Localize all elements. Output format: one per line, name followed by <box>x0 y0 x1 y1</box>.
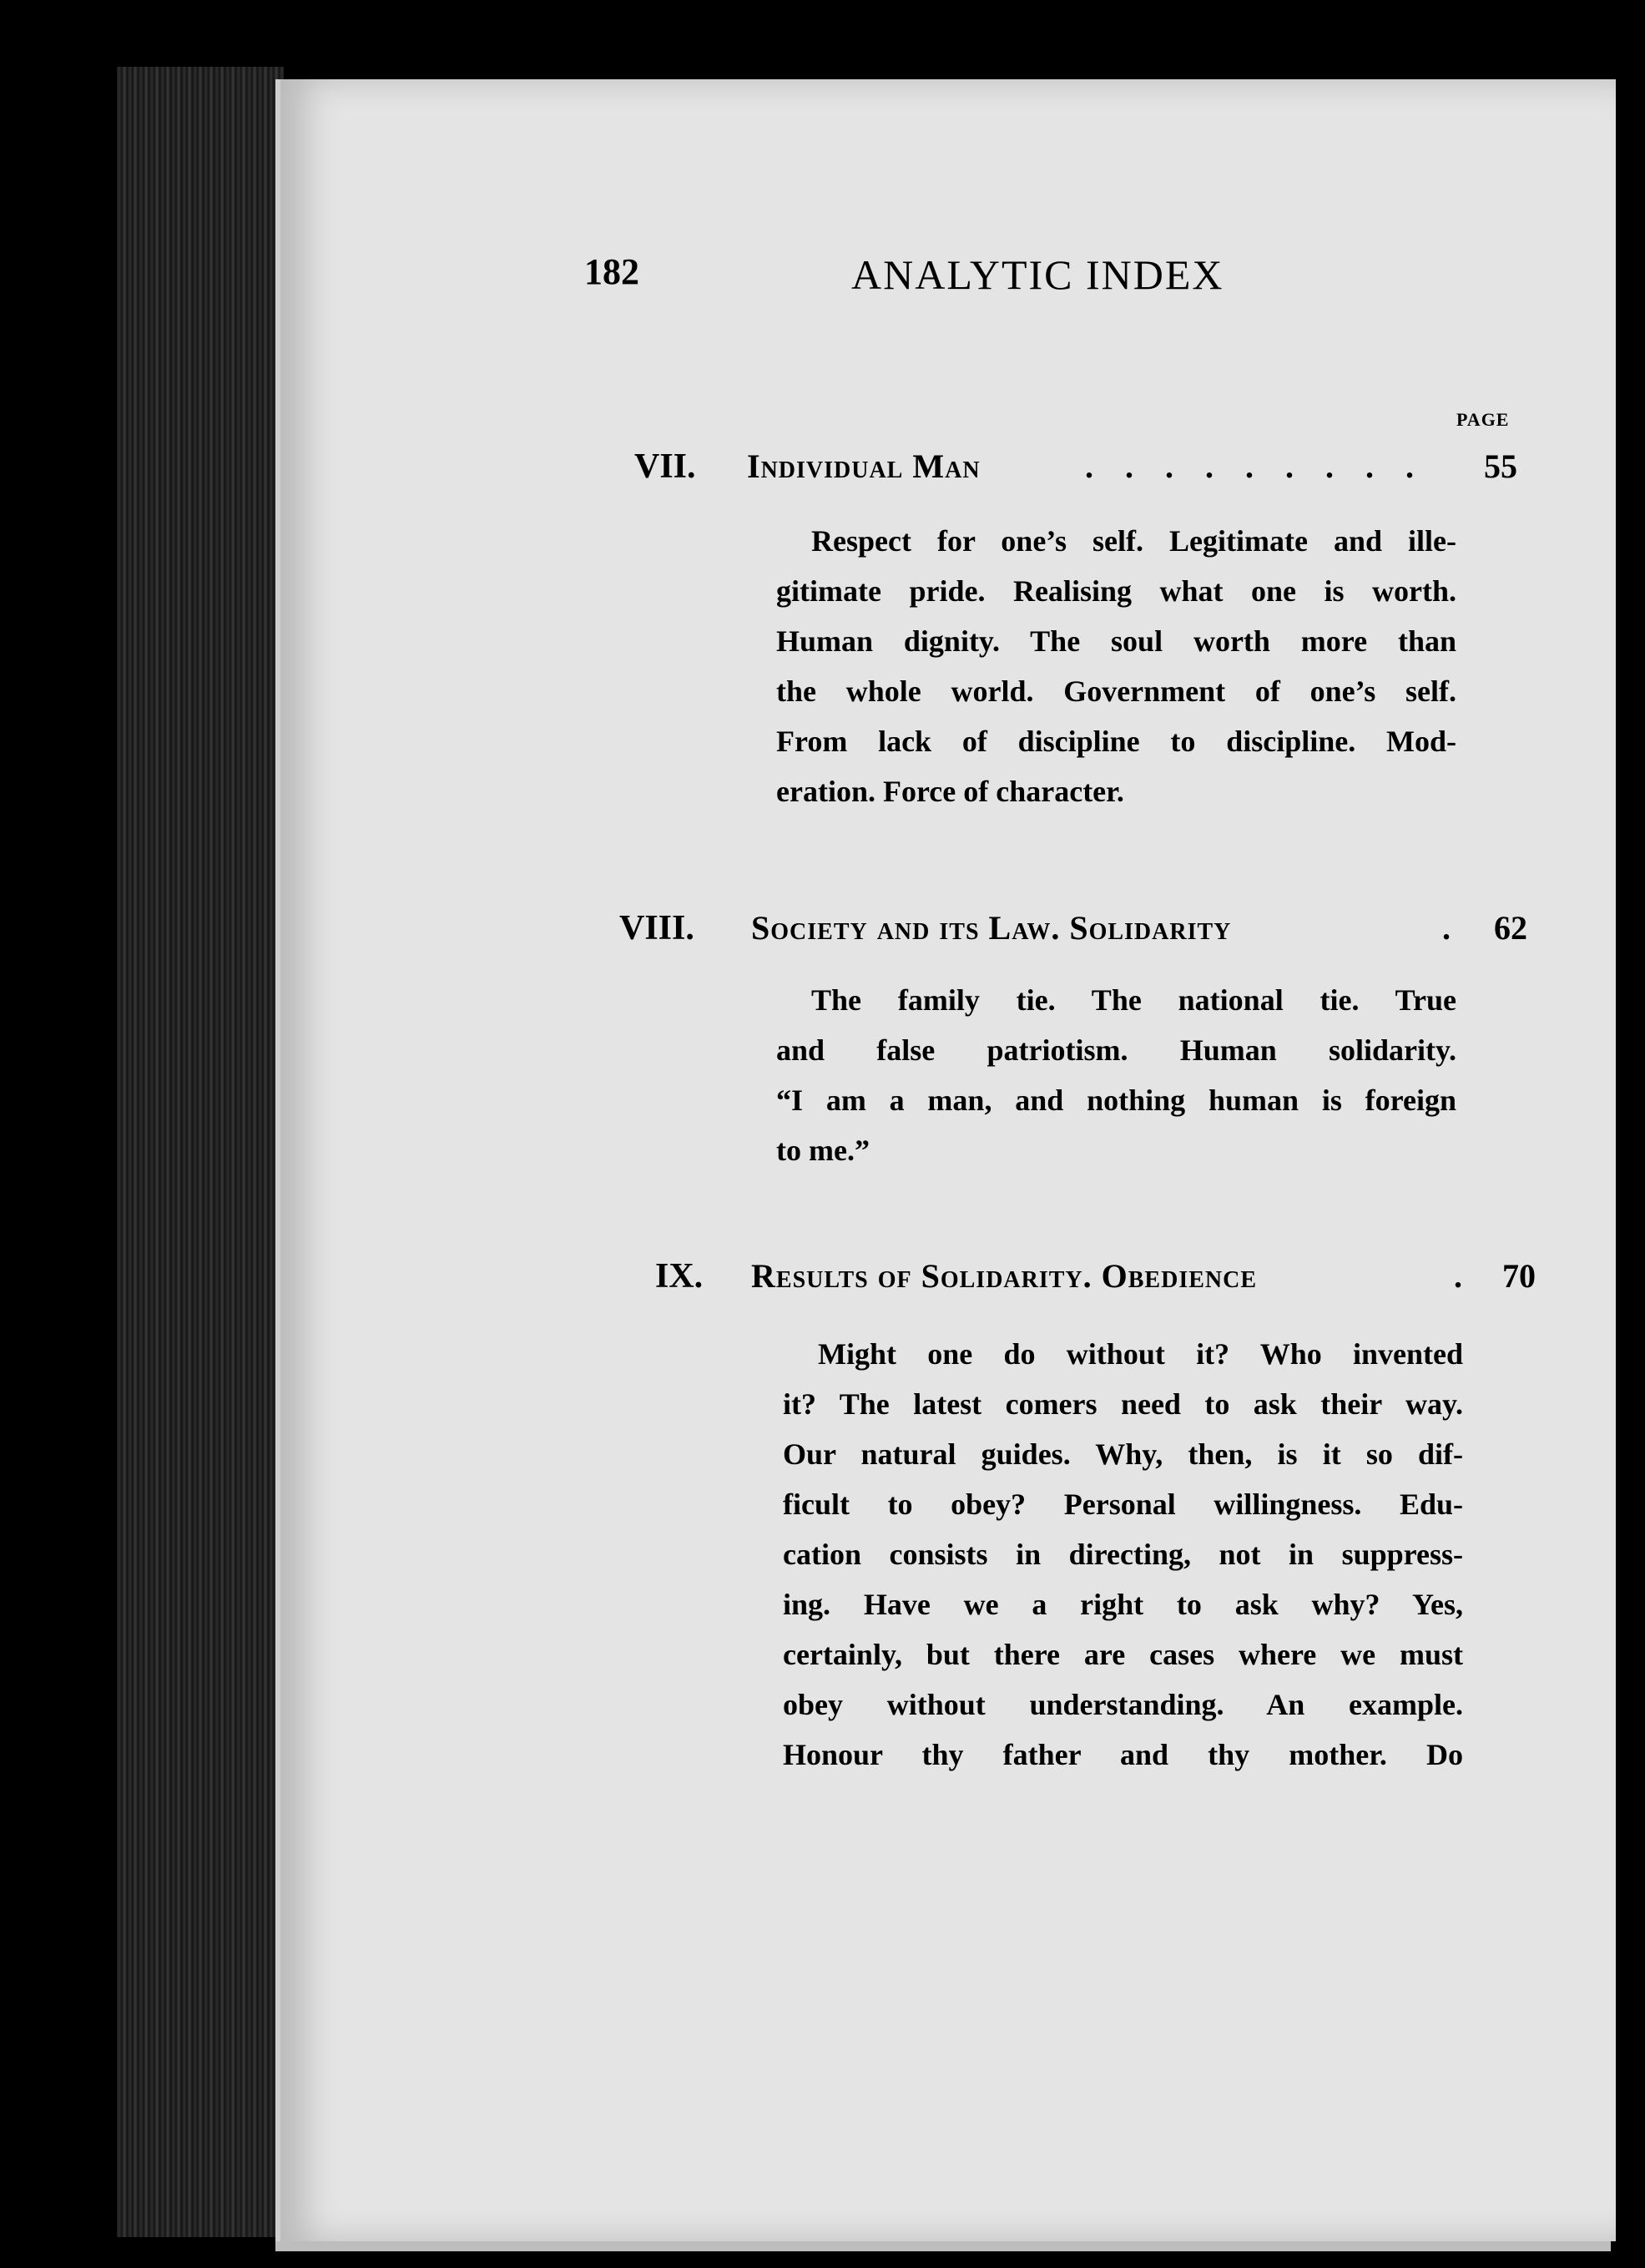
summary-line: it? The latest comers need to ask their way. <box>783 1387 1463 1421</box>
chapter-numeral: VII. <box>634 447 696 486</box>
summary-line: Respect for one’s self. Legitimate and ille- <box>811 524 1456 558</box>
page-column-label: PAGE <box>1456 409 1510 430</box>
index-entry-heading-vii <box>0 447 1645 497</box>
book-spine-edge <box>117 67 284 2237</box>
page-bottom-edge <box>275 2241 1611 2251</box>
summary-line: gitimate pride. Realising what one is worth. <box>776 574 1456 608</box>
summary-line: “I am a man, and nothing human is foreign <box>776 1083 1456 1117</box>
index-entry-summary-viii <box>776 975 1456 1175</box>
index-entry-summary-ix <box>783 1329 1463 1780</box>
summary-line: Our natural guides. Why, then, is it so dif- <box>783 1437 1463 1471</box>
summary-line: Might one do without it? Who invented <box>818 1337 1463 1371</box>
page-title: ANALYTIC INDEX <box>851 251 1224 298</box>
running-head <box>584 250 1302 309</box>
summary-line: to me.” <box>776 1134 870 1167</box>
chapter-title: Society and its Law. Solidarity <box>751 909 1232 947</box>
summary-line: From lack of discipline to discipline. Mod- <box>776 725 1456 758</box>
index-entry-heading-viii <box>0 908 1645 958</box>
summary-line: Human dignity. The soul worth more than <box>776 624 1456 658</box>
summary-line: eration. Force of character. <box>776 775 1124 808</box>
summary-line: cation consists in directing, not in suppress- <box>783 1538 1463 1571</box>
summary-line: Honour thy father and thy mother. Do <box>783 1738 1463 1771</box>
page-reference: 70 <box>1502 1257 1536 1295</box>
page-reference: 55 <box>1484 447 1517 485</box>
summary-line: and false patriotism. Human solidarity. <box>776 1033 1456 1067</box>
dot-leaders: . . . . . . . . . <box>1085 447 1425 485</box>
summary-line: ficult to obey? Personal willingness. Edu- <box>783 1488 1463 1521</box>
dot-leaders: . <box>1442 909 1462 947</box>
index-entry-heading-ix <box>0 1256 1645 1306</box>
summary-line: The family tie. The national tie. True <box>811 983 1456 1017</box>
summary-line: obey without understanding. An example. <box>783 1688 1463 1721</box>
chapter-title: Individual Man <box>747 447 981 485</box>
chapter-title: Results of Solidarity. Obedience <box>751 1257 1258 1295</box>
summary-line: the whole world. Government of one’s self. <box>776 674 1456 708</box>
dot-leaders: . <box>1454 1257 1474 1295</box>
index-entry-summary-vii <box>776 516 1456 816</box>
summary-line: certainly, but there are cases where we must <box>783 1638 1463 1671</box>
chapter-numeral: VIII. <box>619 909 694 947</box>
page-number: 182 <box>584 251 639 292</box>
page-reference: 62 <box>1494 909 1527 947</box>
chapter-numeral: IX. <box>655 1257 704 1296</box>
summary-line: ing. Have we a right to ask why? Yes, <box>783 1588 1463 1621</box>
